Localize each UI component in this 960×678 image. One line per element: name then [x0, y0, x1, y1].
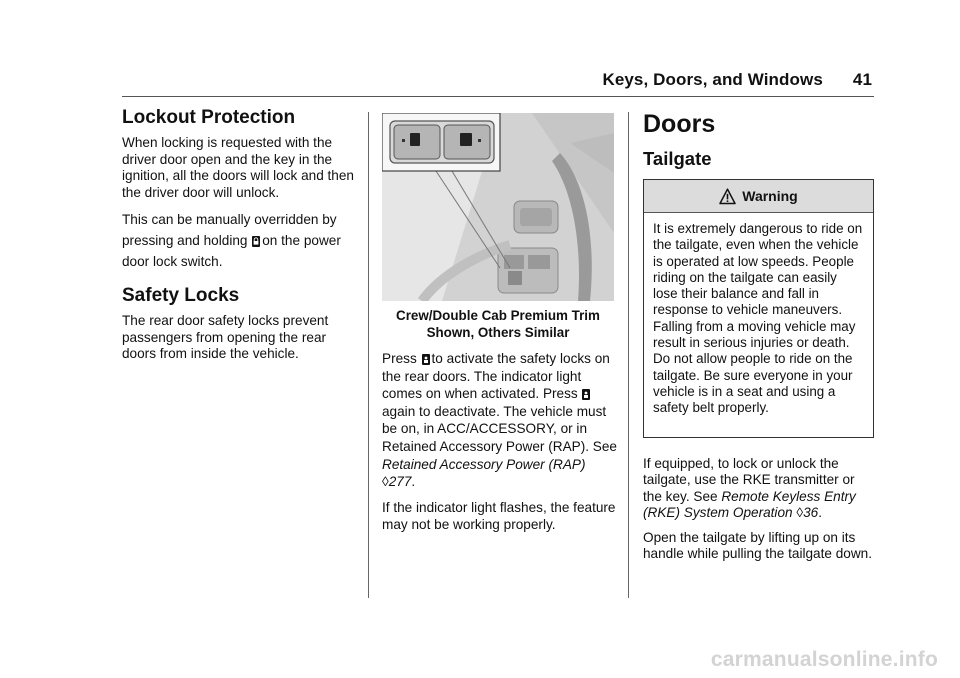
lockout-p2-start: This can be manually overridden by pressing and holding: [122, 212, 337, 249]
lockout-p2-end: on the power door lock switch.: [122, 233, 341, 270]
watermark: carmanualsonline.info: [710, 648, 938, 671]
safety-lock-text-mid: to activate the safety locks on the rear doors. The indicator light comes on when activated. Press: [382, 351, 610, 402]
warning-label: Warning: [742, 188, 798, 204]
safety-lock-instructions: Press to activate the safety locks on the rear doors. The indicator light comes on when activated. Press again to deactivate. The vehicle must be on, in ACC/ACCESSORY, or in Retained Accessory Power (RAP). See Retained Accessory Power (RAP) ◊277.: [382, 351, 617, 490]
page-header: [602, 70, 872, 90]
tailgate-heading-wrap: [643, 148, 712, 170]
safety-lock-text-end: again to deactivate. The vehicle must be on, in ACC/ACCESSORY, or in Retained Accessory Power (RAP). See: [382, 403, 617, 454]
page-number: 41: [852, 70, 872, 89]
left-column: [122, 107, 354, 371]
warning-text: It is extremely dangerous to ride on the tailgate, even when the vehicle is operated at low speeds. People riding on the tailgate can easily lose their balance and fall in response to vehicle maneuvers. Falling from a moving vehicle may result in serious injuries or death. Do not allow people to ride on the tailgate. Be sure everyone in your vehicle is in a seat and using a safety belt properly.: [653, 221, 863, 416]
column-divider-left: [368, 112, 369, 598]
doors-heading: Doors: [643, 110, 716, 138]
doors-heading-wrap: [643, 110, 715, 139]
lockout-protection-heading: Lockout Protection: [122, 107, 296, 128]
warning-header: [644, 180, 873, 213]
door-switch-figure: [382, 113, 614, 301]
rap-link[interactable]: Retained Accessory Power (RAP): [382, 456, 586, 472]
tailgate-lock-text: If equipped, to lock or unlock the tailgate, use the RKE transmitter or the key. See: [643, 456, 855, 504]
safety-locks-paragraph: The rear door safety locks prevent passengers from opening the rear doors from inside the vehicle.: [122, 313, 329, 362]
page-ref-arrow: ◊: [382, 474, 389, 490]
tailgate-open-paragraph: Open the tailgate by lifting up on its handle while pulling the tailgate down.: [643, 529, 872, 562]
lockout-paragraph-1: When locking is requested with the driver door open and the key in the ignition, all the doors will lock and then the driver door will unlock.: [122, 135, 354, 200]
tailgate-lock-paragraph: If equipped, to lock or unlock the tailgate, use the RKE transmitter or the key. See Remote Keyless Entry (RKE) System Operation ◊36.: [643, 456, 856, 521]
right-column-text: [643, 456, 874, 570]
lockout-paragraph-2: [122, 209, 354, 272]
warning-icon: [719, 188, 736, 205]
indicator-flash-paragraph: If the indicator light flashes, the feature may not be working properly.: [382, 499, 616, 533]
caption-line-2: Shown, Others Similar: [426, 325, 570, 340]
warning-box: [643, 179, 874, 438]
caption-line-1: Crew/Double Cab Premium Trim: [396, 308, 600, 323]
rke-page-ref[interactable]: 36: [803, 505, 819, 521]
lock-icon: [252, 235, 260, 247]
header-rule: [122, 96, 874, 97]
figure-caption: [382, 307, 614, 341]
child-lock-icon-2: [582, 388, 590, 400]
lock-button-icon: [410, 133, 420, 146]
child-lock-icon: [422, 353, 430, 365]
safety-locks-heading: Safety Locks: [122, 285, 240, 307]
rke-link[interactable]: Remote Keyless Entry (RKE) System Operation: [643, 488, 856, 521]
rap-page-ref[interactable]: 277: [388, 474, 412, 490]
tailgate-heading: Tailgate: [643, 148, 712, 169]
header-title: Keys, Doors, and Windows: [602, 70, 823, 89]
middle-column-text: [382, 350, 618, 542]
column-divider-right: [628, 112, 629, 598]
child-lock-button-icon: [460, 133, 472, 146]
page-ref-arrow-2: ◊: [796, 505, 804, 521]
door-panel-illustration: [382, 113, 614, 301]
press-text-1: Press: [382, 351, 417, 366]
